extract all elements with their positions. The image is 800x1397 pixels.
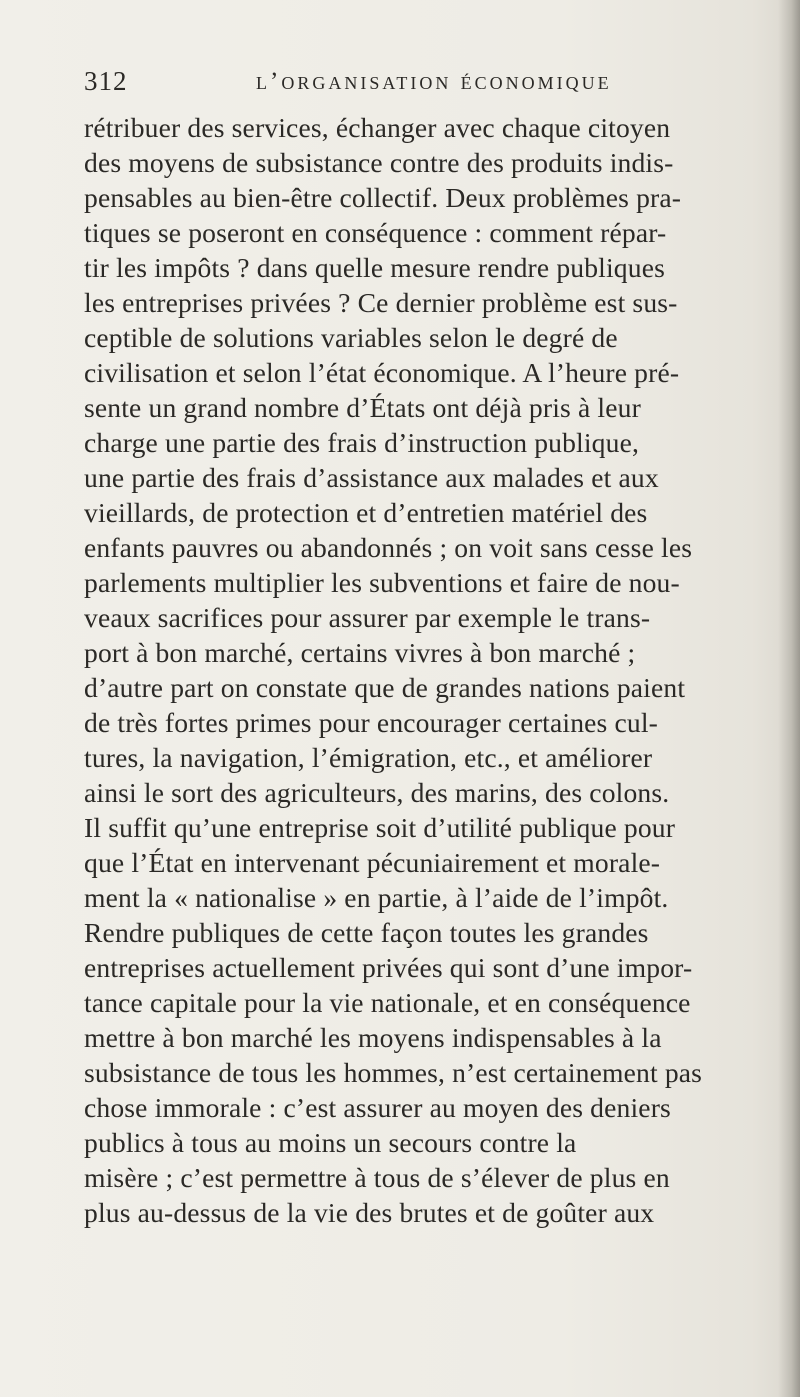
text-line: plus au-dessus de la vie des brutes et de goûter aux: [84, 1197, 655, 1228]
text-line: pensables au bien-être collectif. Deux problèmes pra-: [84, 182, 682, 213]
text-line: civilisation et selon l’état économique. A l’heure pré-: [84, 357, 680, 388]
running-title: l’organisation économique: [256, 68, 612, 95]
text-line: port à bon marché, certains vivres à bon marché ;: [84, 637, 636, 668]
text-line: tiques se poseront en conséquence : comment répar-: [84, 217, 667, 248]
text-line: mettre à bon marché les moyens indispensables à la: [84, 1022, 662, 1053]
text-line: veaux sacrifices pour assurer par exemple le trans-: [84, 602, 651, 633]
text-line: une partie des frais d’assistance aux malades et aux: [84, 462, 659, 493]
page-number: 312: [84, 66, 128, 96]
text-line: de très fortes primes pour encourager certaines cul-: [84, 707, 658, 738]
text-line: Rendre publiques de cette façon toutes les grandes: [84, 917, 649, 948]
text-line: ment la « nationalise » en partie, à l’aide de l’impôt.: [84, 882, 669, 913]
text-line: ainsi le sort des agriculteurs, des marins, des colons.: [84, 777, 670, 808]
text-line: tir les impôts ? dans quelle mesure rendre publiques: [84, 252, 665, 283]
text-line: vieillards, de protection et d’entretien matériel des: [84, 497, 648, 528]
page-edge-shadow: [778, 0, 800, 1397]
text-line: enfants pauvres ou abandonnés ; on voit sans cesse les: [84, 532, 693, 563]
text-line: des moyens de subsistance contre des produits indis-: [84, 147, 674, 178]
text-line: tance capitale pour la vie nationale, et en conséquence: [84, 987, 691, 1018]
text-line: publics à tous au moins un secours contre la: [84, 1127, 577, 1158]
text-line: tures, la navigation, l’émigration, etc., et améliorer: [84, 742, 653, 773]
text-line: d’autre part on constate que de grandes nations paient: [84, 672, 686, 703]
text-line: ceptible de solutions variables selon le degré de: [84, 322, 618, 353]
text-line: que l’État en intervenant pécuniairement et morale-: [84, 847, 661, 878]
text-line: subsistance de tous les hommes, n’est certainement pas: [84, 1057, 703, 1088]
text-line: rétribuer des services, échanger avec chaque citoyen: [84, 112, 671, 143]
text-line: chose immorale : c’est assurer au moyen des deniers: [84, 1092, 671, 1123]
text-line: charge une partie des frais d’instruction publique,: [84, 427, 640, 458]
text-line: parlements multiplier les subventions et faire de nou-: [84, 567, 680, 598]
text-line: sente un grand nombre d’États ont déjà pris à leur: [84, 392, 641, 423]
text-line: entreprises actuellement privées qui sont d’une impor-: [84, 952, 693, 983]
body-text: [84, 110, 784, 1230]
text-line: misère ; c’est permettre à tous de s’élever de plus en: [84, 1162, 670, 1193]
running-head: [84, 66, 744, 106]
text-line: Il suffit qu’une entreprise soit d’utilité publique pour: [84, 812, 676, 843]
text-line: les entreprises privées ? Ce dernier problème est sus-: [84, 287, 678, 318]
